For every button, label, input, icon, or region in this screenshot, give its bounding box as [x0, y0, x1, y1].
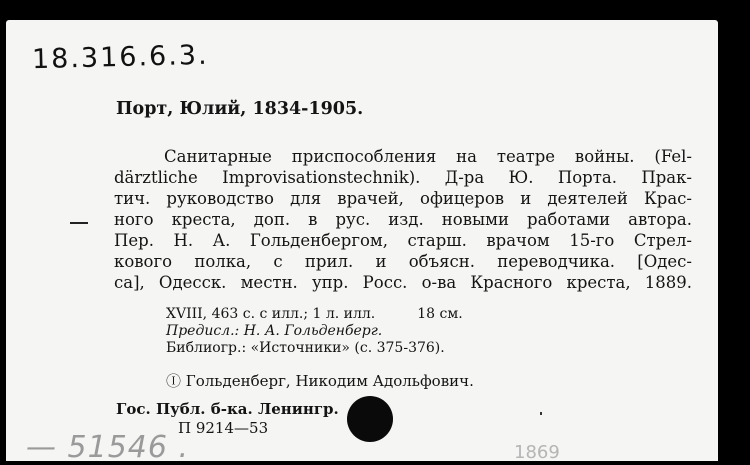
added-entry-line: [166, 370, 474, 391]
preface-note: Предисл.: Н. А. Гольденберг.: [166, 323, 383, 339]
size: 18 см.: [417, 306, 463, 322]
accession-stamp-right: 1869: [514, 442, 560, 463]
body-line: ного креста, доп. в рус. изд. новыми работами автора.: [114, 210, 692, 229]
accession-stamp-left: — 51546 .: [26, 430, 190, 465]
description-body: [114, 146, 692, 293]
body-line: Санитарные приспособления на театре войны. (Fel-: [164, 147, 692, 166]
body-line: са], Одесск. местн. упр. Росс. о-ва Красного креста, 1889.: [114, 273, 692, 292]
body-line: кового полка, с прил. и объясн. переводчика. [Одес-: [114, 252, 692, 271]
body-line: тич. руководство для врачей, офицеров и деятелей Крас-: [114, 189, 692, 208]
catalog-card: [6, 20, 718, 465]
collation: XVIII, 463 с. с илл.; 1 л. илл.: [166, 306, 376, 322]
body-line: därztliche Improvisationstechnik). Д-ра Ю. Порта. Прак-: [114, 168, 692, 187]
body-line: Пер. Н. А. Гольденбергом, старш. врачом 15-го Стрел-: [114, 231, 692, 250]
punch-hole: [347, 396, 393, 442]
subject-marker-icon: Ⓘ: [166, 372, 182, 390]
library-name: Гос. Публ. б-ка. Ленингр.: [116, 400, 339, 418]
collation-line: [166, 306, 463, 322]
author-heading: Порт, Юлий, 1834-1905.: [116, 99, 364, 119]
bibliography-note: Библиогр.: «Источники» (с. 375-376).: [166, 340, 445, 356]
catalog-number: П 9214—53: [178, 419, 269, 437]
shelfmark: 18.316.6.3.: [31, 39, 209, 76]
added-entry: Гольденберг, Никодим Адольфович.: [185, 372, 474, 390]
margin-mark: [70, 222, 88, 224]
speck: [540, 412, 542, 415]
